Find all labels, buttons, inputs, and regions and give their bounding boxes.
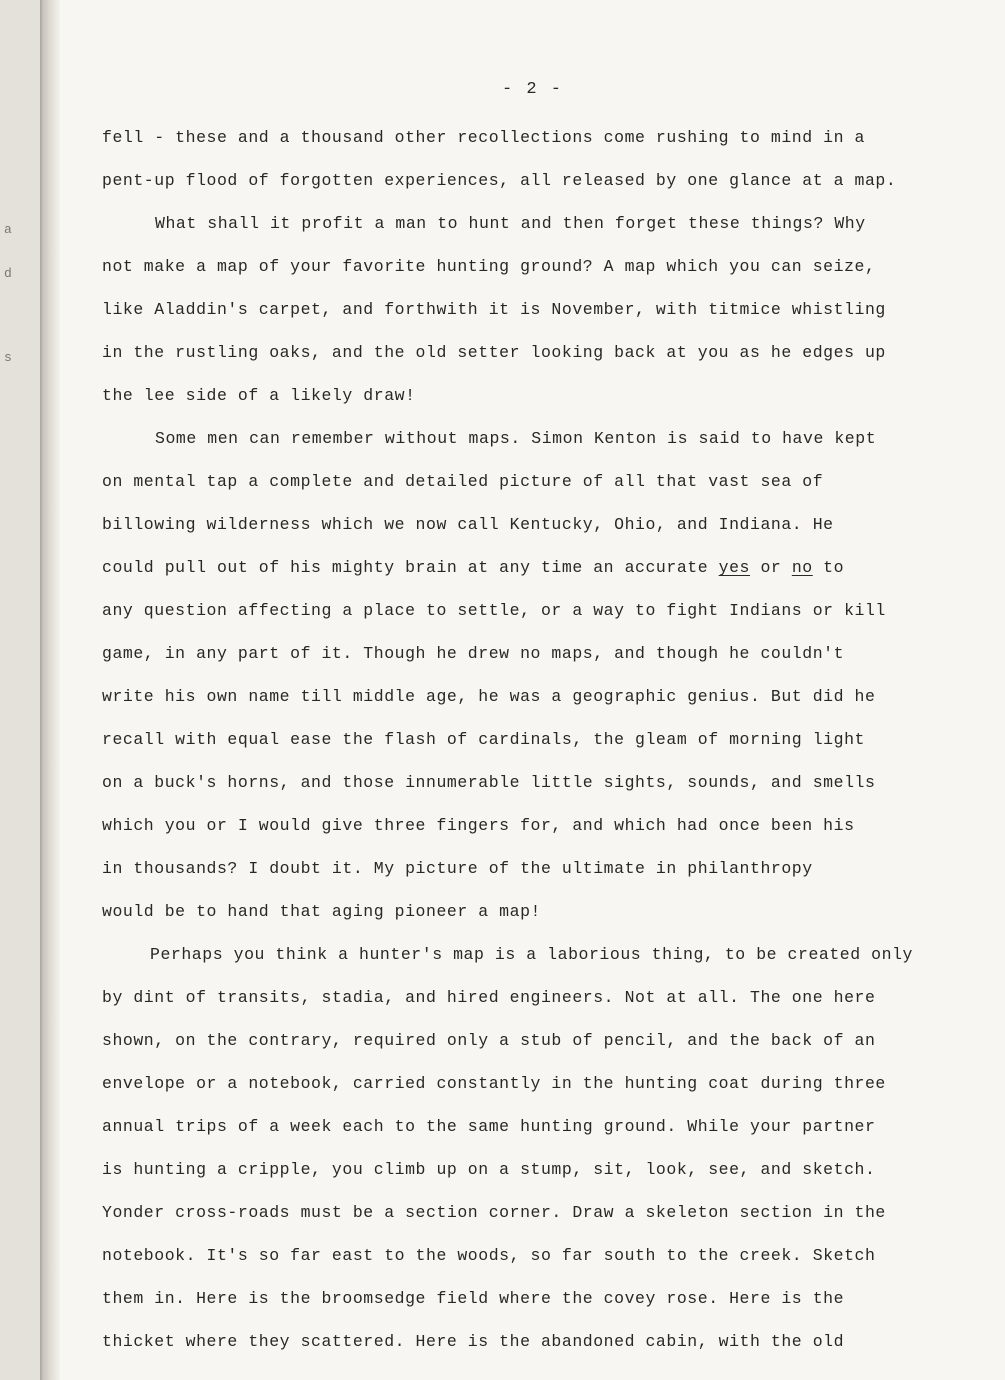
text-segment: or (750, 558, 792, 577)
text-line: on a buck's horns, and those innumerable little sights, sounds, and smells (102, 773, 876, 792)
text-line: in thousands? I doubt it. My picture of the ultimate in philanthropy (102, 859, 813, 878)
text-line: write his own name till middle age, he was a geographic genius. But did he (102, 687, 876, 706)
typewritten-page (60, 0, 1005, 1380)
text-segment: could pull out of his mighty brain at any time an accurate (102, 558, 719, 577)
margin-mark: s (4, 350, 12, 365)
page-binding-edge (40, 0, 60, 1380)
text-line: any question affecting a place to settle, or a way to fight Indians or kill (102, 601, 886, 620)
text-line: Perhaps you think a hunter's map is a laborious thing, to be created only (150, 945, 913, 964)
text-line: pent-up flood of forgotten experiences, all released by one glance at a map. (102, 171, 897, 190)
text-line: is hunting a cripple, you climb up on a stump, sit, look, see, and sketch. (102, 1160, 876, 1179)
text-line: annual trips of a week each to the same hunting ground. While your partner (102, 1117, 876, 1136)
text-line: would be to hand that aging pioneer a map! (102, 902, 541, 921)
text-line: which you or I would give three fingers for, and which had once been his (102, 816, 855, 835)
text-line: What shall it profit a man to hunt and then forget these things? Why (155, 214, 866, 233)
text-line: envelope or a notebook, carried constantly in the hunting coat during three (102, 1074, 886, 1093)
page-number: - 2 - (501, 80, 563, 99)
text-line: Some men can remember without maps. Simon Kenton is said to have kept (155, 429, 877, 448)
text-line: the lee side of a likely draw! (102, 386, 416, 405)
text-line: Yonder cross-roads must be a section corner. Draw a skeleton section in the (102, 1203, 886, 1222)
text-line: like Aladdin's carpet, and forthwith it is November, with titmice whistling (102, 300, 886, 319)
text-line: not make a map of your favorite hunting ground? A map which you can seize, (102, 257, 876, 276)
underlined-word-yes: yes (718, 558, 751, 577)
text-line: billowing wilderness which we now call Kentucky, Ohio, and Indiana. He (102, 515, 834, 534)
text-line (102, 558, 844, 578)
text-segment: to (812, 558, 845, 577)
underlined-word-no: no (791, 558, 813, 577)
text-line: by dint of transits, stadia, and hired engineers. Not at all. The one here (102, 988, 876, 1007)
text-line: notebook. It's so far east to the woods, so far south to the creek. Sketch (102, 1246, 876, 1265)
text-line: on mental tap a complete and detailed picture of all that vast sea of (102, 472, 824, 491)
text-line: game, in any part of it. Though he drew no maps, and though he couldn't (102, 644, 845, 663)
text-line: fell - these and a thousand other recollections come rushing to mind in a (102, 128, 865, 147)
adjacent-page-margin (0, 0, 40, 1380)
text-line: shown, on the contrary, required only a stub of pencil, and the back of an (102, 1031, 876, 1050)
text-line: recall with equal ease the flash of cardinals, the gleam of morning light (102, 730, 865, 749)
text-line: thicket where they scattered. Here is the abandoned cabin, with the old (102, 1332, 845, 1351)
margin-mark: a (4, 222, 12, 237)
text-line: in the rustling oaks, and the old setter looking back at you as he edges up (102, 343, 886, 362)
text-line: them in. Here is the broomsedge field where the covey rose. Here is the (102, 1289, 845, 1308)
margin-mark: d (4, 266, 12, 281)
